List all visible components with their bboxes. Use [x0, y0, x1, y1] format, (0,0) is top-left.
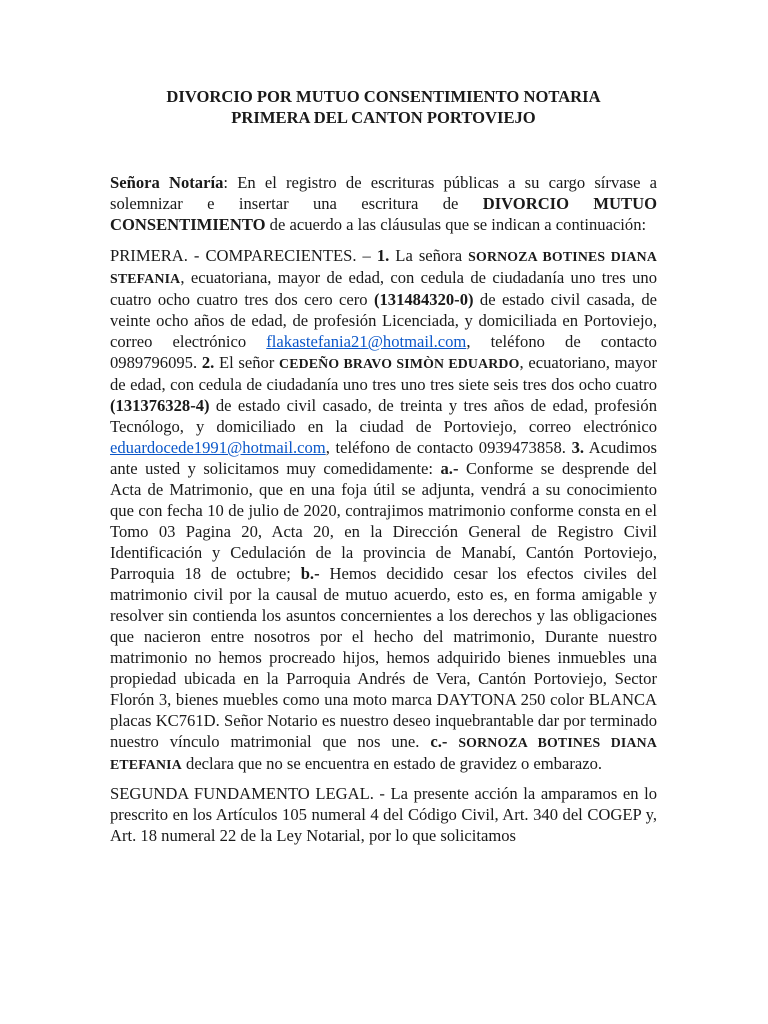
party-1-id: (131484320-0) — [373, 290, 474, 309]
primera-text-6: , ecuatoriano, mayor de edad, con cedula de ciudadanía uno tres uno tres siete seis tres dos ocho cuatro — [110, 353, 657, 394]
party-1-name: SORNOZA BOTINES DIANA STEFANIA — [110, 249, 657, 286]
primera-text-8: , teléfono de contacto 0939473858. — [325, 438, 572, 457]
party-1-name-repeat: SORNOZA BOTINES DIANA ETEFANIA — [110, 735, 657, 772]
addressee: Señora Notaría — [110, 173, 224, 192]
item-a-label: a.- — [440, 459, 459, 478]
primera-clause — [110, 245, 657, 775]
divorce-type: DIVORCIO MUTUO CONSENTIMIENTO — [110, 194, 657, 234]
primera-text-1: La señora — [389, 246, 469, 265]
primera-text-5: El señor — [214, 353, 280, 372]
party-1-email-link[interactable]: flakastefania21@hotmail.com — [266, 332, 467, 351]
item-2-number: 2. — [201, 353, 215, 372]
title-line-2: PRIMERA DEL CANTON PORTOVIEJO — [231, 108, 536, 127]
document-page — [110, 86, 657, 854]
intro-text-1: : En el registro de escrituras públicas a su cargo sírvase a solemnizar e insertar una escritura de — [110, 173, 657, 213]
party-2-email-link[interactable]: eduardocede1991@hotmail.com — [110, 438, 326, 457]
item-c-label: c.- — [430, 732, 448, 751]
primera-text-11: Hemos decidido cesar los efectos civiles del matrimonio civil por la causal de mutuo acuerdo, esto es, en forma amigable y resolver sin contienda los asuntos concernientes a los derechos y las obligaciones que nacieron entre nosotros por el hecho del matrimonio, Durante nuestro matrimonio no hemos procreado hijos, hemos adquirido bienes inmuebles una propiedad ubicada en la Parroquia Andrés de Vera, Cantón Portoviejo, Sector Florón 3, bienes muebles como una moto marca DAYTONA 250 color BLANCA placas KC761D. Señor Notario es nuestro deseo inquebrantable dar por terminado nuestro vínculo matrimonial que nos une. — [110, 564, 657, 751]
primera-text-10: Conforme se desprende del Acta de Matrimonio, que en una foja útil se adjunta, vendrá a su conocimiento que con fecha 10 de julio de 2020, contrajimos matrimonio conforme consta en el Tomo 03 Pagina 20, Acta 20, en la Dirección General de Registro Civil Identificación y Cedulación de la provincia de Manabí, Cantón Portoviejo, Parroquia 18 de octubre; — [110, 459, 657, 583]
intro-paragraph — [110, 172, 657, 235]
primera-text-4: , teléfono de contacto 0989796095. — [110, 332, 657, 372]
primera-text-3: de estado civil casada, de veinte ocho años de edad, de profesión Licenciada, y domiciliada en Portoviejo, correo electrónico — [110, 290, 657, 351]
document-title — [110, 86, 657, 128]
primera-heading: PRIMERA. - COMPARECIENTES. – — [110, 246, 377, 265]
primera-text-7: de estado civil casado, de treinta y tres años de edad, profesión Tecnólogo, y domiciliado en la ciudad de Portoviejo, correo electrónico — [110, 396, 657, 436]
primera-text-12 — [447, 732, 458, 751]
intro-text-2: de acuerdo a las cláusulas que se indican a continuación: — [265, 215, 647, 234]
primera-text-9: Acudimos ante usted y solicitamos muy comedidamente: — [110, 438, 657, 478]
primera-text-2: , ecuatoriana, mayor de edad, con cedula de ciudadanía uno tres uno cuatro ocho cuatro tres dos cero cero — [110, 268, 657, 309]
segunda-clause — [110, 783, 657, 846]
title-line-1: DIVORCIO POR MUTUO CONSENTIMIENTO NOTARIA — [166, 87, 601, 106]
item-3-number: 3. — [571, 438, 585, 457]
party-2-id: (131376328-4) — [110, 396, 210, 415]
segunda-text: SEGUNDA FUNDAMENTO LEGAL. - La presente acción la amparamos en lo prescrito en los Artículos 105 numeral 4 del Código Civil, Art. 340 del COGEP y, Art. 18 numeral 22 de la Ley Notarial, por lo que solicitamos — [110, 784, 657, 845]
primera-text-13: declara que no se encuentra en estado de gravidez o embarazo. — [181, 754, 603, 773]
party-2-name: CEDEÑO BRAVO SIMÒN EDUARDO — [279, 356, 520, 371]
item-1-number: 1. — [376, 246, 390, 265]
item-b-label: b.- — [300, 564, 320, 583]
